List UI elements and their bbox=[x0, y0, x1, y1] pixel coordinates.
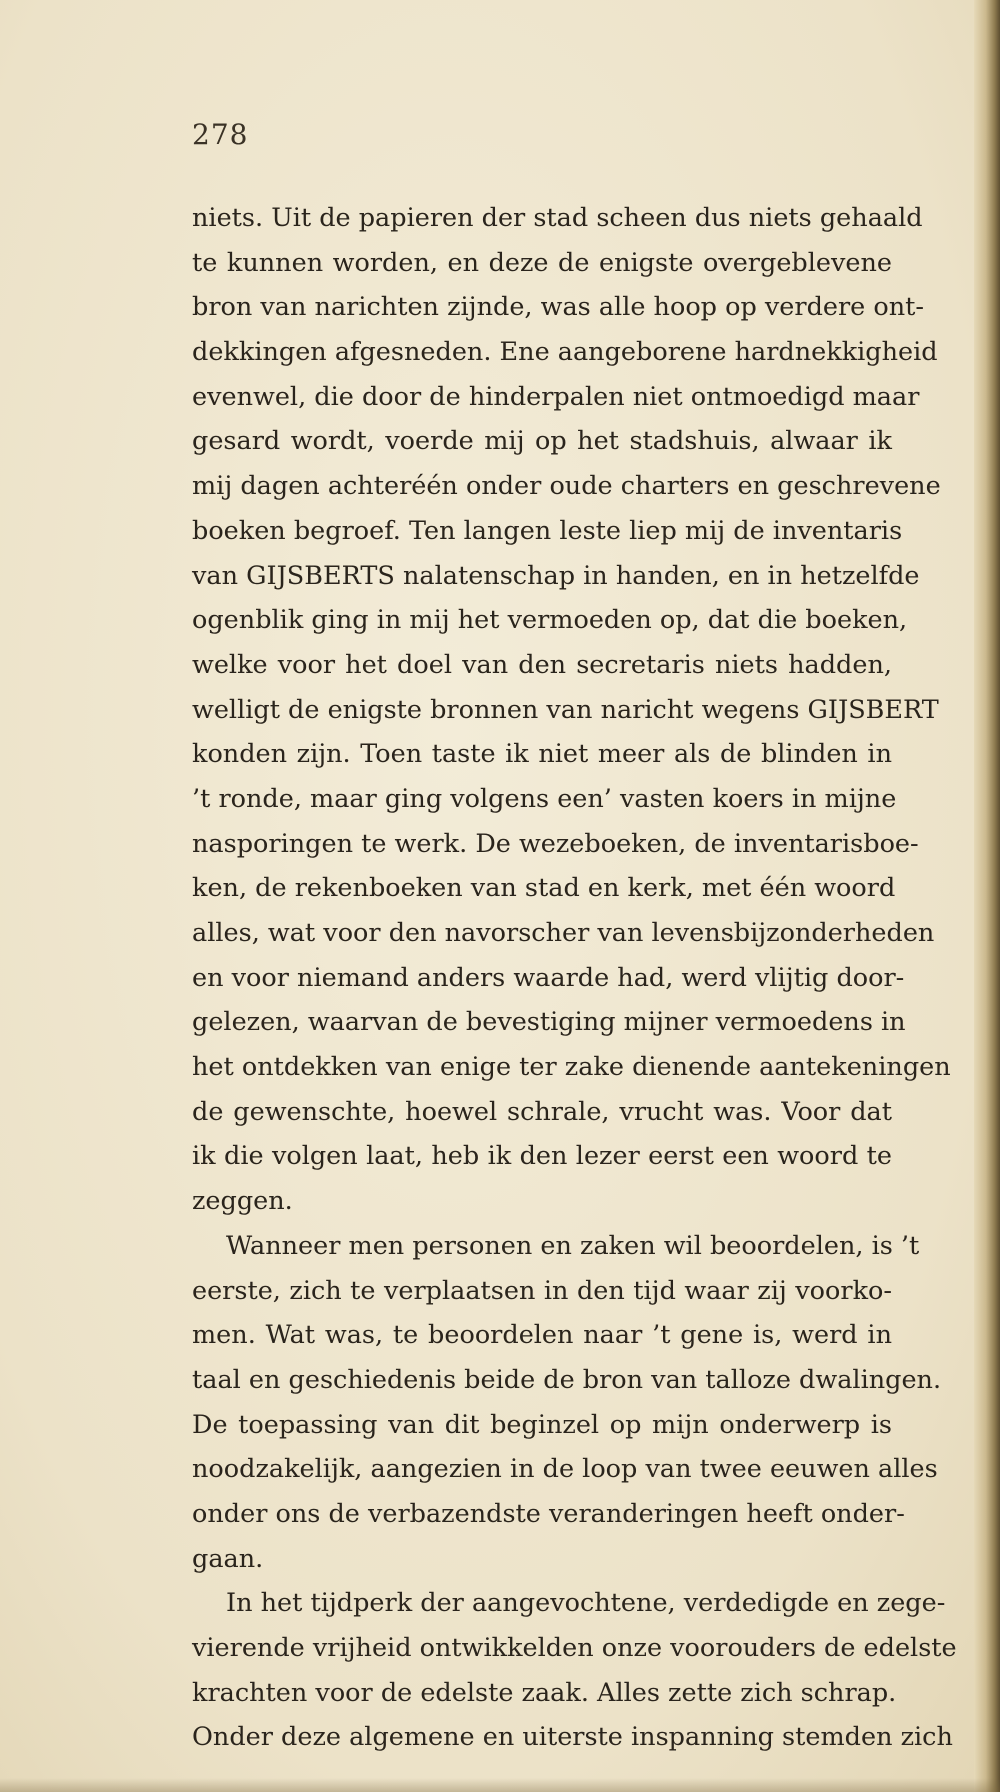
text-line: ogenblik ging in mij het vermoeden op, dat die boeken, bbox=[192, 605, 908, 636]
text-line: taal en geschiedenis beide de bron van talloze dwalingen. bbox=[192, 1364, 942, 1395]
text-line: noodzakelijk, aangezien in de loop van twee eeuwen alles bbox=[192, 1454, 938, 1485]
text-line: eerste, zich te verplaatsen in den tijd waar zij voorko- bbox=[192, 1275, 892, 1306]
text-line: dekkingen afgesneden. Ene aangeborene hardnekkigheid bbox=[192, 337, 938, 368]
text-line: In het tijdperk der aangevochtene, verdedigde en zege- bbox=[226, 1588, 946, 1619]
page-bottom-shadow bbox=[0, 1778, 1000, 1792]
text-line: vierende vrijheid ontwikkelden onze voorouders de edelste bbox=[192, 1633, 957, 1663]
text-line: bron van narichten zijnde, was alle hoop op verdere ont- bbox=[192, 292, 925, 323]
text-line: ken, de rekenboeken van stad en kerk, met één woord bbox=[192, 873, 896, 904]
text-line: alles, wat voor den navorscher van levensbijzonderheden bbox=[192, 918, 935, 948]
text-line: men. Wat was, te beoordelen naar ’t gene is, werd in bbox=[192, 1320, 892, 1351]
text-line: welke voor het doel van den secretaris niets hadden, bbox=[192, 649, 892, 680]
text-line: gaan. bbox=[192, 1543, 264, 1574]
text-line: ik die volgen laat, heb ik den lezer eerst een woord te bbox=[192, 1141, 892, 1172]
text-line: en voor niemand anders waarde had, werd vlijtig door- bbox=[192, 962, 905, 993]
page-edge-shadow bbox=[974, 0, 1000, 1792]
text-line: het ontdekken van enige ter zake dienende aantekeningen bbox=[192, 1052, 951, 1083]
text-line: nasporingen te werk. De wezeboeken, de inventarisboe- bbox=[192, 828, 919, 859]
text-line: zeggen. bbox=[192, 1186, 293, 1217]
text-line: welligt de enigste bronnen van naricht wegens GIJSBERT bbox=[192, 694, 939, 725]
text-line: gelezen, waarvan de bevestiging mijner vermoedens in bbox=[192, 1007, 906, 1038]
text-line: de gewenschte, hoewel schrale, vrucht was. Voor dat bbox=[192, 1096, 892, 1127]
body-text bbox=[192, 196, 957, 1760]
text-line: De toepassing van dit beginzel op mijn onderwerp is bbox=[192, 1409, 892, 1440]
text-line: van GIJSBERTS nalatenschap in handen, en in hetzelfde bbox=[192, 560, 920, 591]
text-line: mij dagen achteréén onder oude charters en geschrevene bbox=[192, 471, 941, 502]
page-number: 278 bbox=[192, 118, 249, 151]
text-line: krachten voor de edelste zaak. Alles zette zich schrap. bbox=[192, 1677, 897, 1708]
text-line: Wanneer men personen en zaken wil beoordelen, is ’t bbox=[226, 1230, 920, 1261]
text-line: evenwel, die door de hinderpalen niet ontmoedigd maar bbox=[192, 381, 920, 412]
text-line: konden zijn. Toen taste ik niet meer als de blinden in bbox=[192, 739, 892, 770]
text-line: te kunnen worden, en deze de enigste overgeblevene bbox=[192, 247, 892, 278]
text-line: boeken begroef. Ten langen leste liep mij de inventaris bbox=[192, 515, 903, 546]
text-line: niets. Uit de papieren der stad scheen dus niets gehaald bbox=[192, 203, 923, 233]
text-line: Onder deze algemene en uiterste inspanning stemden zich bbox=[192, 1722, 953, 1753]
text-line: onder ons de verbazendste veranderingen heeft onder- bbox=[192, 1498, 905, 1529]
text-line: ’t ronde, maar ging volgens een’ vasten koers in mijne bbox=[192, 783, 897, 814]
text-line: gesard wordt, voerde mij op het stadshuis, alwaar ik bbox=[192, 426, 892, 457]
